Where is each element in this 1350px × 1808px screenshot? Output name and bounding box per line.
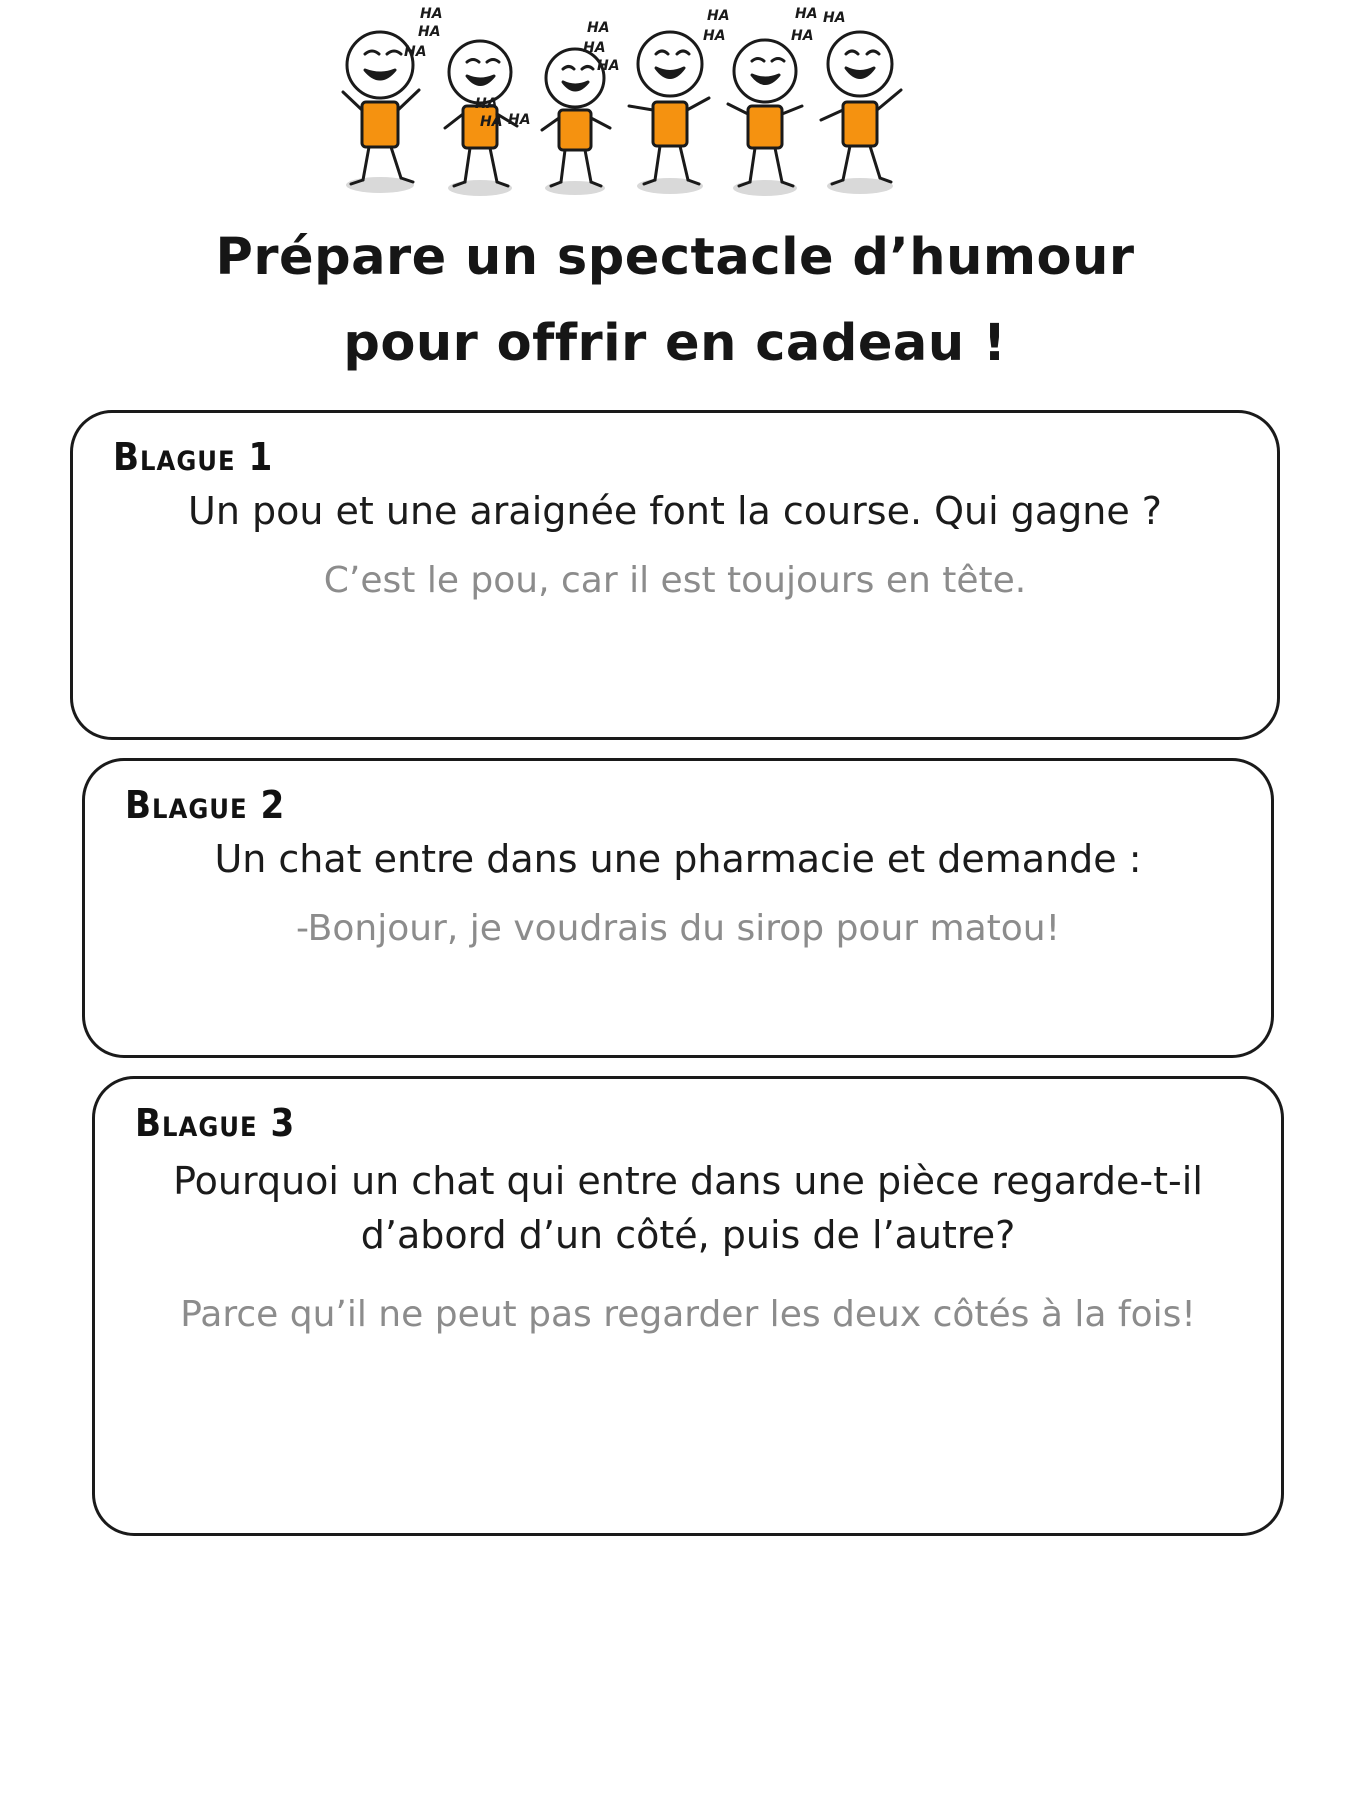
svg-text:HA: HA [475, 96, 498, 112]
page-title-line-2: pour offrir en cadeau ! [343, 313, 1007, 373]
joke-card-2-label: Blague 2 [125, 783, 286, 828]
svg-text:HA: HA [583, 40, 606, 56]
joke-card-3-answer: Parce qu’il ne peut pas regarder les deux côtés à la fois! [180, 1294, 1196, 1336]
joke-card-1-label: Blague 1 [113, 435, 274, 480]
joke-card-3-label: Blague 3 [135, 1101, 296, 1146]
svg-text:HA: HA [508, 112, 531, 128]
svg-text:HA: HA [404, 44, 427, 60]
page-title [70, 215, 1280, 392]
svg-text:HA: HA [707, 8, 730, 24]
joke-card-list [70, 410, 1280, 1536]
joke-card-2-answer: -Bonjour, je voudrais du sirop pour matou! [295, 908, 1061, 950]
joke-card-2 [82, 758, 1274, 1058]
svg-text:HA: HA [795, 6, 818, 22]
laughing-stick-figures-illustration [70, 0, 1280, 215]
joke-card-3 [92, 1076, 1284, 1536]
page-title-line-1: Prépare un spectacle d’humour [215, 228, 1135, 287]
svg-text:HA: HA [480, 114, 503, 130]
joke-card-3-question: Pourquoi un chat qui entre dans une pièce regarde-t-il d’abord d’un côté, puis de l’autre? [173, 1159, 1203, 1258]
svg-text:HA: HA [420, 6, 443, 22]
svg-text:HA: HA [703, 28, 726, 44]
joke-card-1-answer: C’est le pou, car il est toujours en tête. [323, 560, 1027, 602]
joke-card-1 [70, 410, 1280, 740]
svg-text:HA: HA [791, 28, 814, 44]
svg-text:HA: HA [418, 24, 441, 40]
svg-text:HA: HA [823, 10, 846, 26]
joke-card-2-question: Un chat entre dans une pharmacie et demande : [214, 837, 1142, 882]
svg-text:HA: HA [587, 20, 610, 36]
svg-text:HA: HA [597, 58, 620, 74]
joke-card-1-question: Un pou et une araignée font la course. Qui gagne ? [188, 489, 1162, 534]
